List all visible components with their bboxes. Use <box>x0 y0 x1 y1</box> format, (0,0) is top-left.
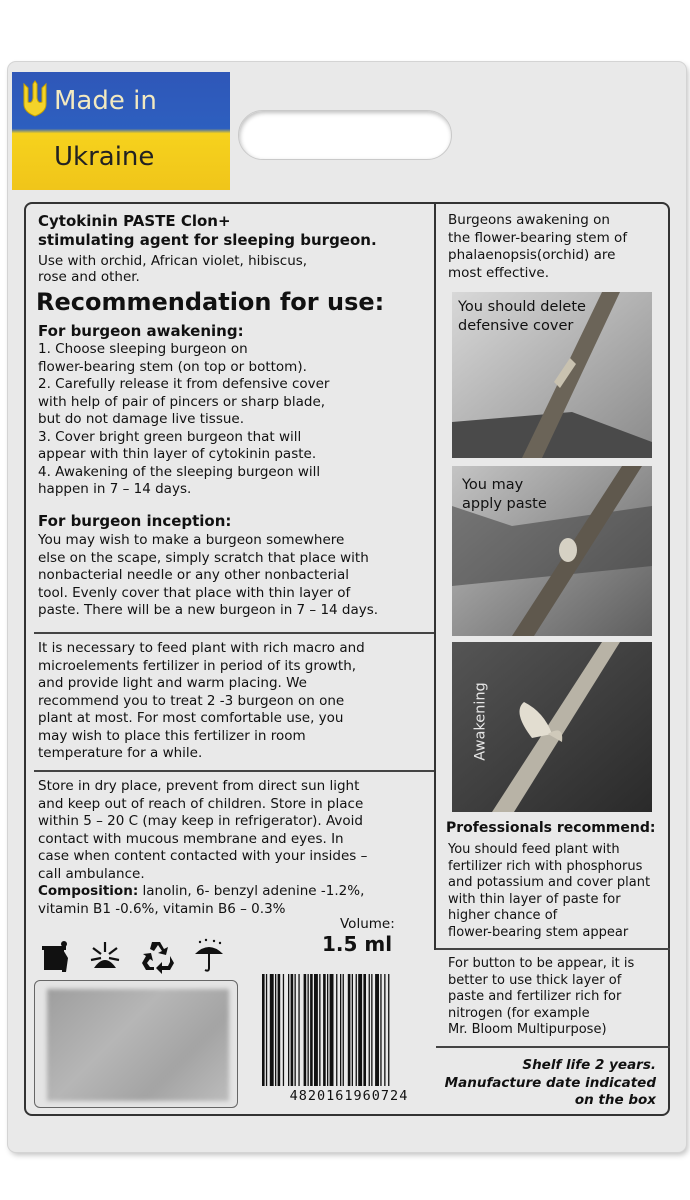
barcode-number: 4820161960724 <box>289 1088 409 1104</box>
barcode-bar <box>358 974 362 1086</box>
umbrella-rain-icon <box>192 938 226 974</box>
barcode <box>258 974 438 1092</box>
usage-text: Use with orchid, African violet, hibiscus, rose and other. <box>38 253 308 285</box>
recommendation-heading: Recommendation for use: <box>36 288 385 316</box>
awakening-steps: 1. Choose sleeping burgeon on flower-bearing stem (on top or bottom). 2. Carefully release it from defensive cover with help of pair of pincers or sharp blade, but do not damage live tissue. 3. Cover bright green burgeon that will appear with thin layer of cytokinin paste. 4. Awakening of the sleeping burgeon will happen in 7 – 14 days. <box>38 341 330 497</box>
feeding-text: It is necessary to feed plant with rich macro and microelements fertilizer in period of its growth, and provide light and warm placing. We recommend you to treat 2 -3 burgeon on one plant at most. For most comfortable use, you may wish to place this fertilizer in room temperature for a while. <box>38 640 365 761</box>
inception-heading: For burgeon inception: <box>38 512 232 530</box>
barcode-bar <box>375 974 379 1086</box>
professionals-heading: Professionals recommend: <box>446 820 656 836</box>
photo3-caption: Awakening <box>472 682 489 761</box>
barcode-bar <box>304 974 307 1086</box>
barcode-bar <box>295 974 296 1086</box>
sun-icon <box>88 938 122 974</box>
photo-delete-cover <box>452 292 652 458</box>
professionals-text: You should feed plant with fertilizer rich with phosphorus and potassium and cover plant with thin layer of paste for higher chance of flower-bearing stem appear <box>448 842 651 940</box>
barcode-bar <box>369 974 370 1086</box>
photo1-caption-line1: You should delete <box>458 299 586 315</box>
barcode-bar <box>388 974 389 1086</box>
volume-label: Volume: <box>340 916 395 932</box>
trash-bin-icon <box>38 938 72 974</box>
barcode-bar <box>314 974 318 1086</box>
barcode-bar <box>343 974 344 1086</box>
barcode-bar <box>278 974 281 1086</box>
hang-hole <box>238 110 452 160</box>
blurred-area <box>47 989 229 1101</box>
photo-apply-paste <box>452 466 652 636</box>
button-advice-text: For button to be appear, it is better to use thick layer of paste and fertilizer rich for nitrogen (for example Mr. Bloom Multipurpose) <box>448 956 635 1037</box>
section-divider <box>34 770 434 772</box>
badge-line2: Ukraine <box>54 142 155 172</box>
awakening-heading: For burgeon awakening: <box>38 322 244 340</box>
shelf-life-text: Shelf life 2 years. Manufacture date indicated on the box <box>444 1057 656 1108</box>
barcode-bar <box>310 974 313 1086</box>
photo1-caption-line2: defensive cover <box>458 318 574 334</box>
barcode-bar <box>262 974 265 1086</box>
barcode-bar <box>298 974 299 1086</box>
barcode-bar <box>323 974 326 1086</box>
barcode-bar <box>283 974 284 1086</box>
photo2-caption-line2: apply paste <box>462 496 547 512</box>
right-intro: Burgeons awakening on the flower-bearing stem of phalaenopsis(orchid) are most effective. <box>448 212 628 281</box>
volume-value: 1.5 ml <box>322 932 393 956</box>
product-title: Cytokinin PASTE Clon+ stimulating agent for sleeping burgeon. <box>38 212 377 249</box>
barcode-bar <box>327 974 328 1086</box>
redacted-label-box <box>34 980 238 1108</box>
storage-text: Store in dry place, prevent from direct sun light and keep out of reach of children. Store in place within 5 – 20 C (may keep in refrigerator). Avoid contact with mucous membrane and eyes. In case when content contacted with your insides – call ambulance. <box>38 778 368 882</box>
barcode-bar <box>380 974 381 1086</box>
recycle-icon <box>140 938 176 974</box>
barcode-bar <box>336 974 337 1086</box>
trident-icon <box>20 80 50 120</box>
barcode-bar <box>348 974 351 1086</box>
badge-line1: Made in <box>54 86 157 116</box>
photo-awakening <box>452 642 652 812</box>
section-divider <box>34 632 434 634</box>
barcode-bar <box>340 974 341 1086</box>
barcode-bar <box>275 974 276 1086</box>
barcode-bar <box>270 974 274 1086</box>
composition-text: Composition: lanolin, 6- benzyl adenine -1.2%, vitamin B1 -0.6%, vitamin B6 – 0.3% <box>38 883 365 917</box>
barcode-bar <box>288 974 289 1086</box>
barcode-bar <box>319 974 320 1086</box>
barcode-bar <box>352 974 353 1086</box>
made-in-ukraine-badge <box>12 72 230 190</box>
barcode-bar <box>291 974 294 1086</box>
barcode-bar <box>308 974 309 1086</box>
barcode-bar <box>330 974 334 1086</box>
barcode-bar <box>371 974 372 1086</box>
section-divider <box>436 1046 670 1048</box>
section-divider <box>436 948 670 950</box>
barcode-bar <box>384 974 385 1086</box>
photo2-caption-line1: You may <box>462 477 524 493</box>
barcode-bar <box>266 974 267 1086</box>
barcode-bar <box>356 974 357 1086</box>
barcode-bar <box>363 974 366 1086</box>
inception-text: You may wish to make a burgeon somewhere else on the scape, simply scratch that place with nonbacterial needle or any other nonbacterial tool. Evenly cover that place with thin layer of paste. There will be a new burgeon in 7 – 14 days. <box>38 532 379 618</box>
